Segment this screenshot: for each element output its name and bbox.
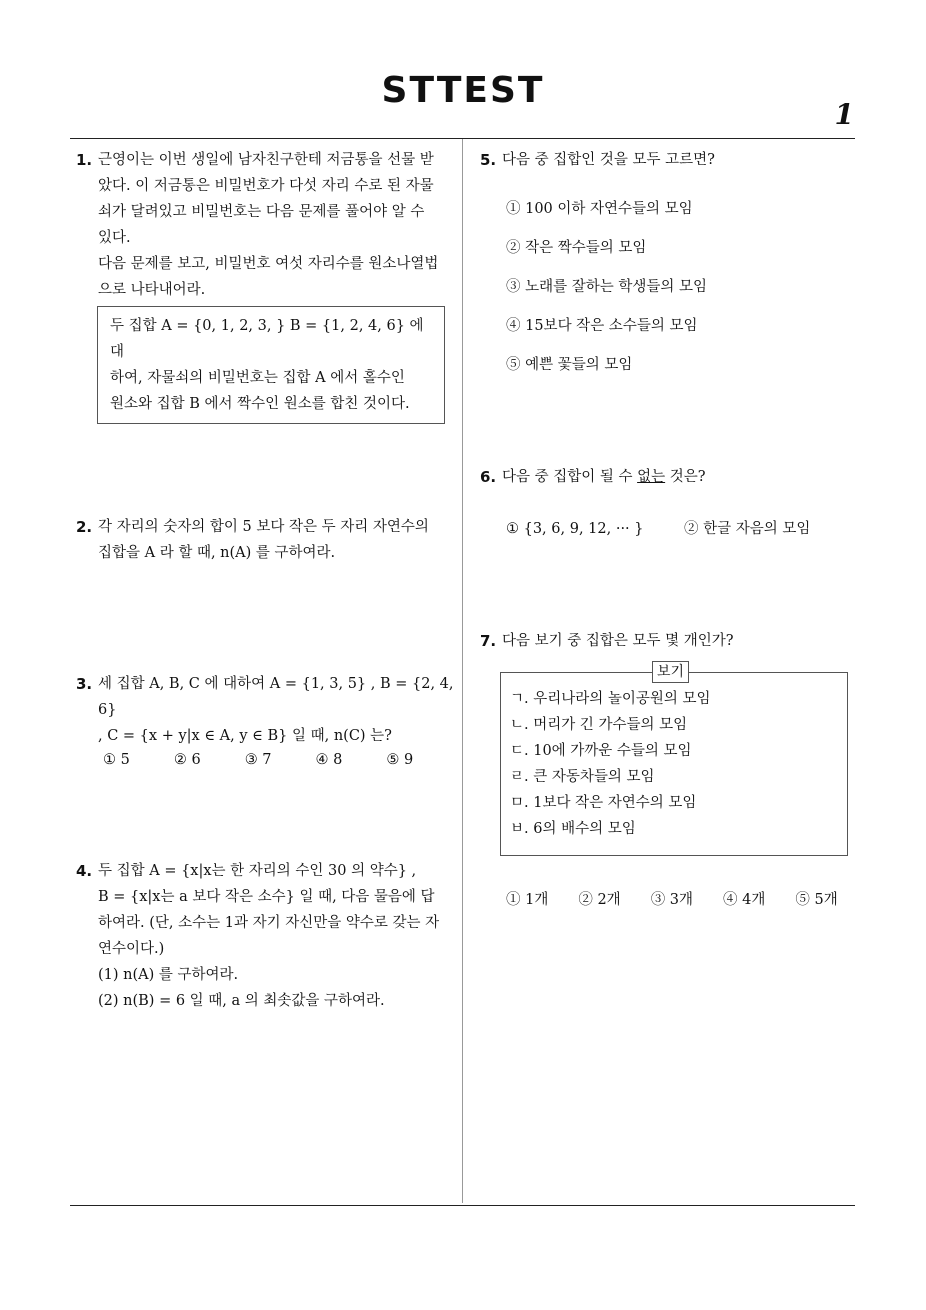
page-number: 1 [834,98,854,131]
question-text: 연수이다.) [98,941,165,957]
question-4 [76,858,456,1014]
question-3 [76,671,456,749]
question-text-part: 다음 중 집합이 될 수 [502,469,638,485]
question-2 [76,514,456,566]
footer-rule [70,1205,855,1206]
question-number: 3. [76,675,93,693]
question-number: 6. [480,468,497,486]
choice[interactable]: ① 5 [103,752,130,768]
option[interactable]: ① {3, 6, 9, 12, ··· } [506,521,644,537]
question-text: 집합을 A 라 할 때, n(A) 를 구하여라. [98,545,336,561]
choice[interactable]: ① 1개 [506,892,549,908]
question-number: 1. [76,151,93,169]
emphasis-underline: 없는 [637,469,666,485]
question-number: 2. [76,518,93,536]
question-text: 각 자리의 숫자의 합이 5 보다 작은 두 자리 자연수의 [98,519,429,535]
sub-question: (1) n(A) 를 구하여라. [98,967,239,983]
bogi-item: ㄴ. 머리가 긴 가수들의 모임 [510,717,688,733]
bogi-item: ㄱ. 우리나라의 놀이공원의 모임 [510,691,711,707]
answer-choices [103,747,457,773]
sub-question: (2) n(B) = 6 일 때, a 의 최솟값을 구하여라. [98,993,385,1009]
option[interactable]: ④ 15보다 작은 소수들의 모임 [506,318,698,334]
option[interactable]: ② 한글 자음의 모임 [684,521,811,537]
option[interactable]: ⑤ 예쁜 꽃들의 모임 [506,357,633,373]
choice[interactable]: ⑤ 5개 [795,892,838,908]
question-1 [76,147,456,303]
choice[interactable]: ② 2개 [578,892,621,908]
option[interactable]: ① 100 이하 자연수들의 모임 [506,201,693,217]
question-text: 근영이는 이번 생일에 남자친구한테 저금통을 선물 받 [98,152,434,168]
question-number: 7. [480,632,497,650]
question-text: B = {x|x는 a 보다 작은 소수} 일 때, 다음 물음에 답 [98,889,435,905]
question-text: 두 집합 A = {x|x는 한 자리의 수인 30 의 약수} , [98,863,417,879]
question-text: , C = {x + y|x ∈ A, y ∈ B} 일 때, n(C) 는? [98,728,392,744]
question-6 [480,464,850,490]
problem-box [97,306,445,424]
choice[interactable]: ③ 3개 [650,892,694,908]
answer-choices [506,887,838,913]
box-text: 원소와 집합 B 에서 짝수인 원소를 합친 것이다. [110,396,410,412]
choice[interactable]: ② 6 [173,752,201,768]
column-divider [462,139,463,1203]
bogi-label: 보기 [652,661,689,683]
choice[interactable]: ④ 4개 [723,892,766,908]
question-text: 하여라. (단, 소수는 1과 자기 자신만을 약수로 갖는 자 [98,915,440,931]
bogi-item: ㄷ. 10에 가까운 수들의 모임 [510,743,692,759]
question-text: 쇠가 달려있고 비밀번호는 다음 문제를 풀어야 알 수 [98,204,425,220]
question-text: 다음 보기 중 집합은 모두 몇 개인가? [502,633,734,649]
bogi-item: ㅁ. 1보다 작은 자연수의 모임 [510,795,697,811]
question-text: 세 집합 A, B, C 에 대하여 A = {1, 3, 5} , B = {2, 4, 6} [98,676,454,718]
choice[interactable]: ④ 8 [315,752,343,768]
question-text [502,464,850,490]
answer-options [684,516,810,542]
question-7 [480,628,850,654]
bogi-item: ㅂ. 6의 배수의 모임 [510,821,636,837]
box-text: 두 집합 A = {0, 1, 2, 3, } B = {1, 2, 4, 6} 에 대 [110,318,424,360]
question-text: 았다. 이 저금통은 비밀번호가 다섯 자리 수로 된 자물 [98,178,434,194]
question-text: 있다. [98,230,131,246]
box-text: 하여, 자물쇠의 비밀번호는 집합 A 에서 홀수인 [110,370,405,386]
option[interactable]: ② 작은 짝수들의 모임 [506,240,647,256]
answer-options [506,196,707,391]
question-5 [480,147,850,173]
option[interactable]: ③ 노래를 잘하는 학생들의 모임 [506,279,708,295]
question-text: 으로 나타내어라. [98,282,206,298]
choice[interactable]: ③ 7 [244,752,272,768]
bogi-items [510,686,711,842]
choice[interactable]: ⑤ 9 [386,752,414,768]
answer-options [506,516,644,542]
page-title: STTEST [381,70,545,111]
question-text-part: 것은? [665,469,706,485]
question-number: 4. [76,862,93,880]
question-text: 다음 문제를 보고, 비밀번호 여섯 자리수를 원소나열법 [98,256,439,272]
question-number: 5. [480,151,497,169]
bogi-item: ㄹ. 큰 자동차들의 모임 [510,769,655,785]
question-text: 다음 중 집합인 것을 모두 고르면? [502,152,715,168]
